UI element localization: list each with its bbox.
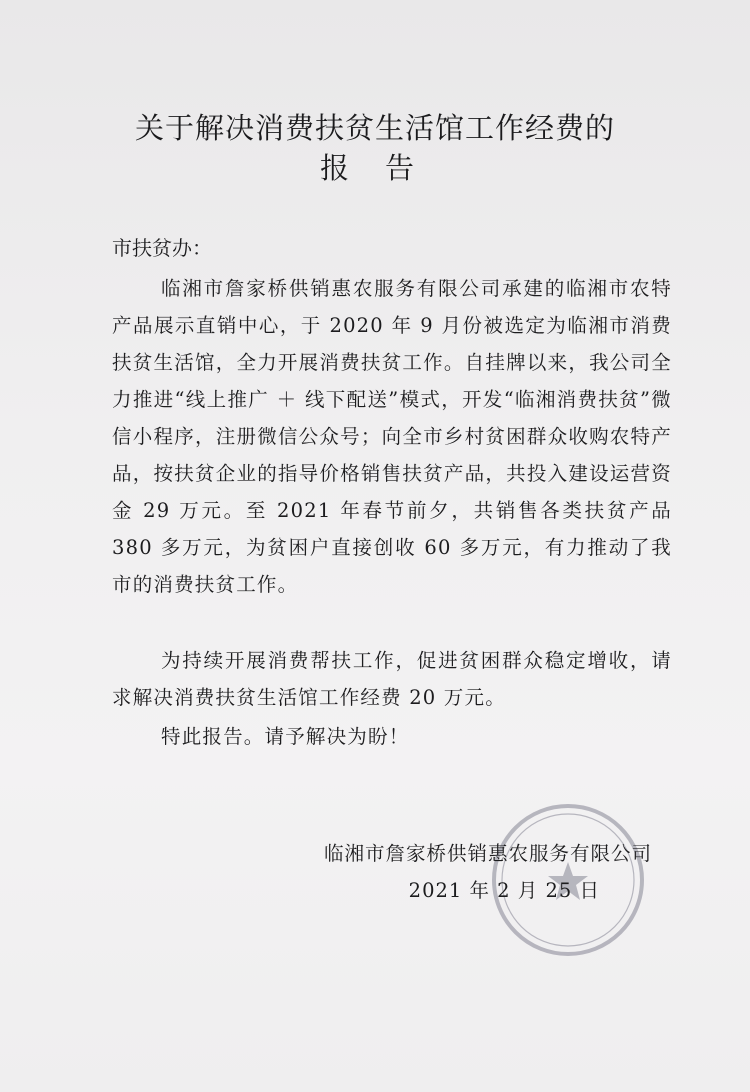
signature-date: 2021 年 2 月 25 日 xyxy=(408,879,600,902)
closing-line: 特此报告。请予解决为盼！ xyxy=(161,725,410,748)
salutation: 市扶贫办： xyxy=(112,236,212,260)
body-paragraph: 临湘市詹家桥供销惠农服务有限公司承建的临湘市农特产品展示直销中心，于 2020 年 9 月份被选定为临湘市消费扶贫生活馆，全力开展消费扶贫工作。自挂牌以来，我公司全力推进“线上推广 ＋ 线下配送”模式，开发“临湘消费扶贫”微信小程序，注册微信公众号；向全市乡村贫困群众收购农特产品，按扶贫企业的指导价格销售扶贫产品，共投入建设运营资金 29 万元。至 2021 年春节前夕，共销售各类扶贫产品 380 多万元，为贫困户直接创收 60 多万元，有力推动了我市的消费扶贫工作。 xyxy=(112,277,672,596)
signature-company: 临湘市詹家桥供销惠农服务有限公司 xyxy=(323,842,652,865)
document-title: 关于解决消费扶贫生活馆工作经费的 xyxy=(134,111,615,145)
document-title-report: 报告 xyxy=(319,151,450,185)
body-paragraph: 为持续开展消费帮扶工作，促进贫困群众稳定增收，请求解决消费扶贫生活馆工作经费 20 万元。 xyxy=(112,649,672,709)
